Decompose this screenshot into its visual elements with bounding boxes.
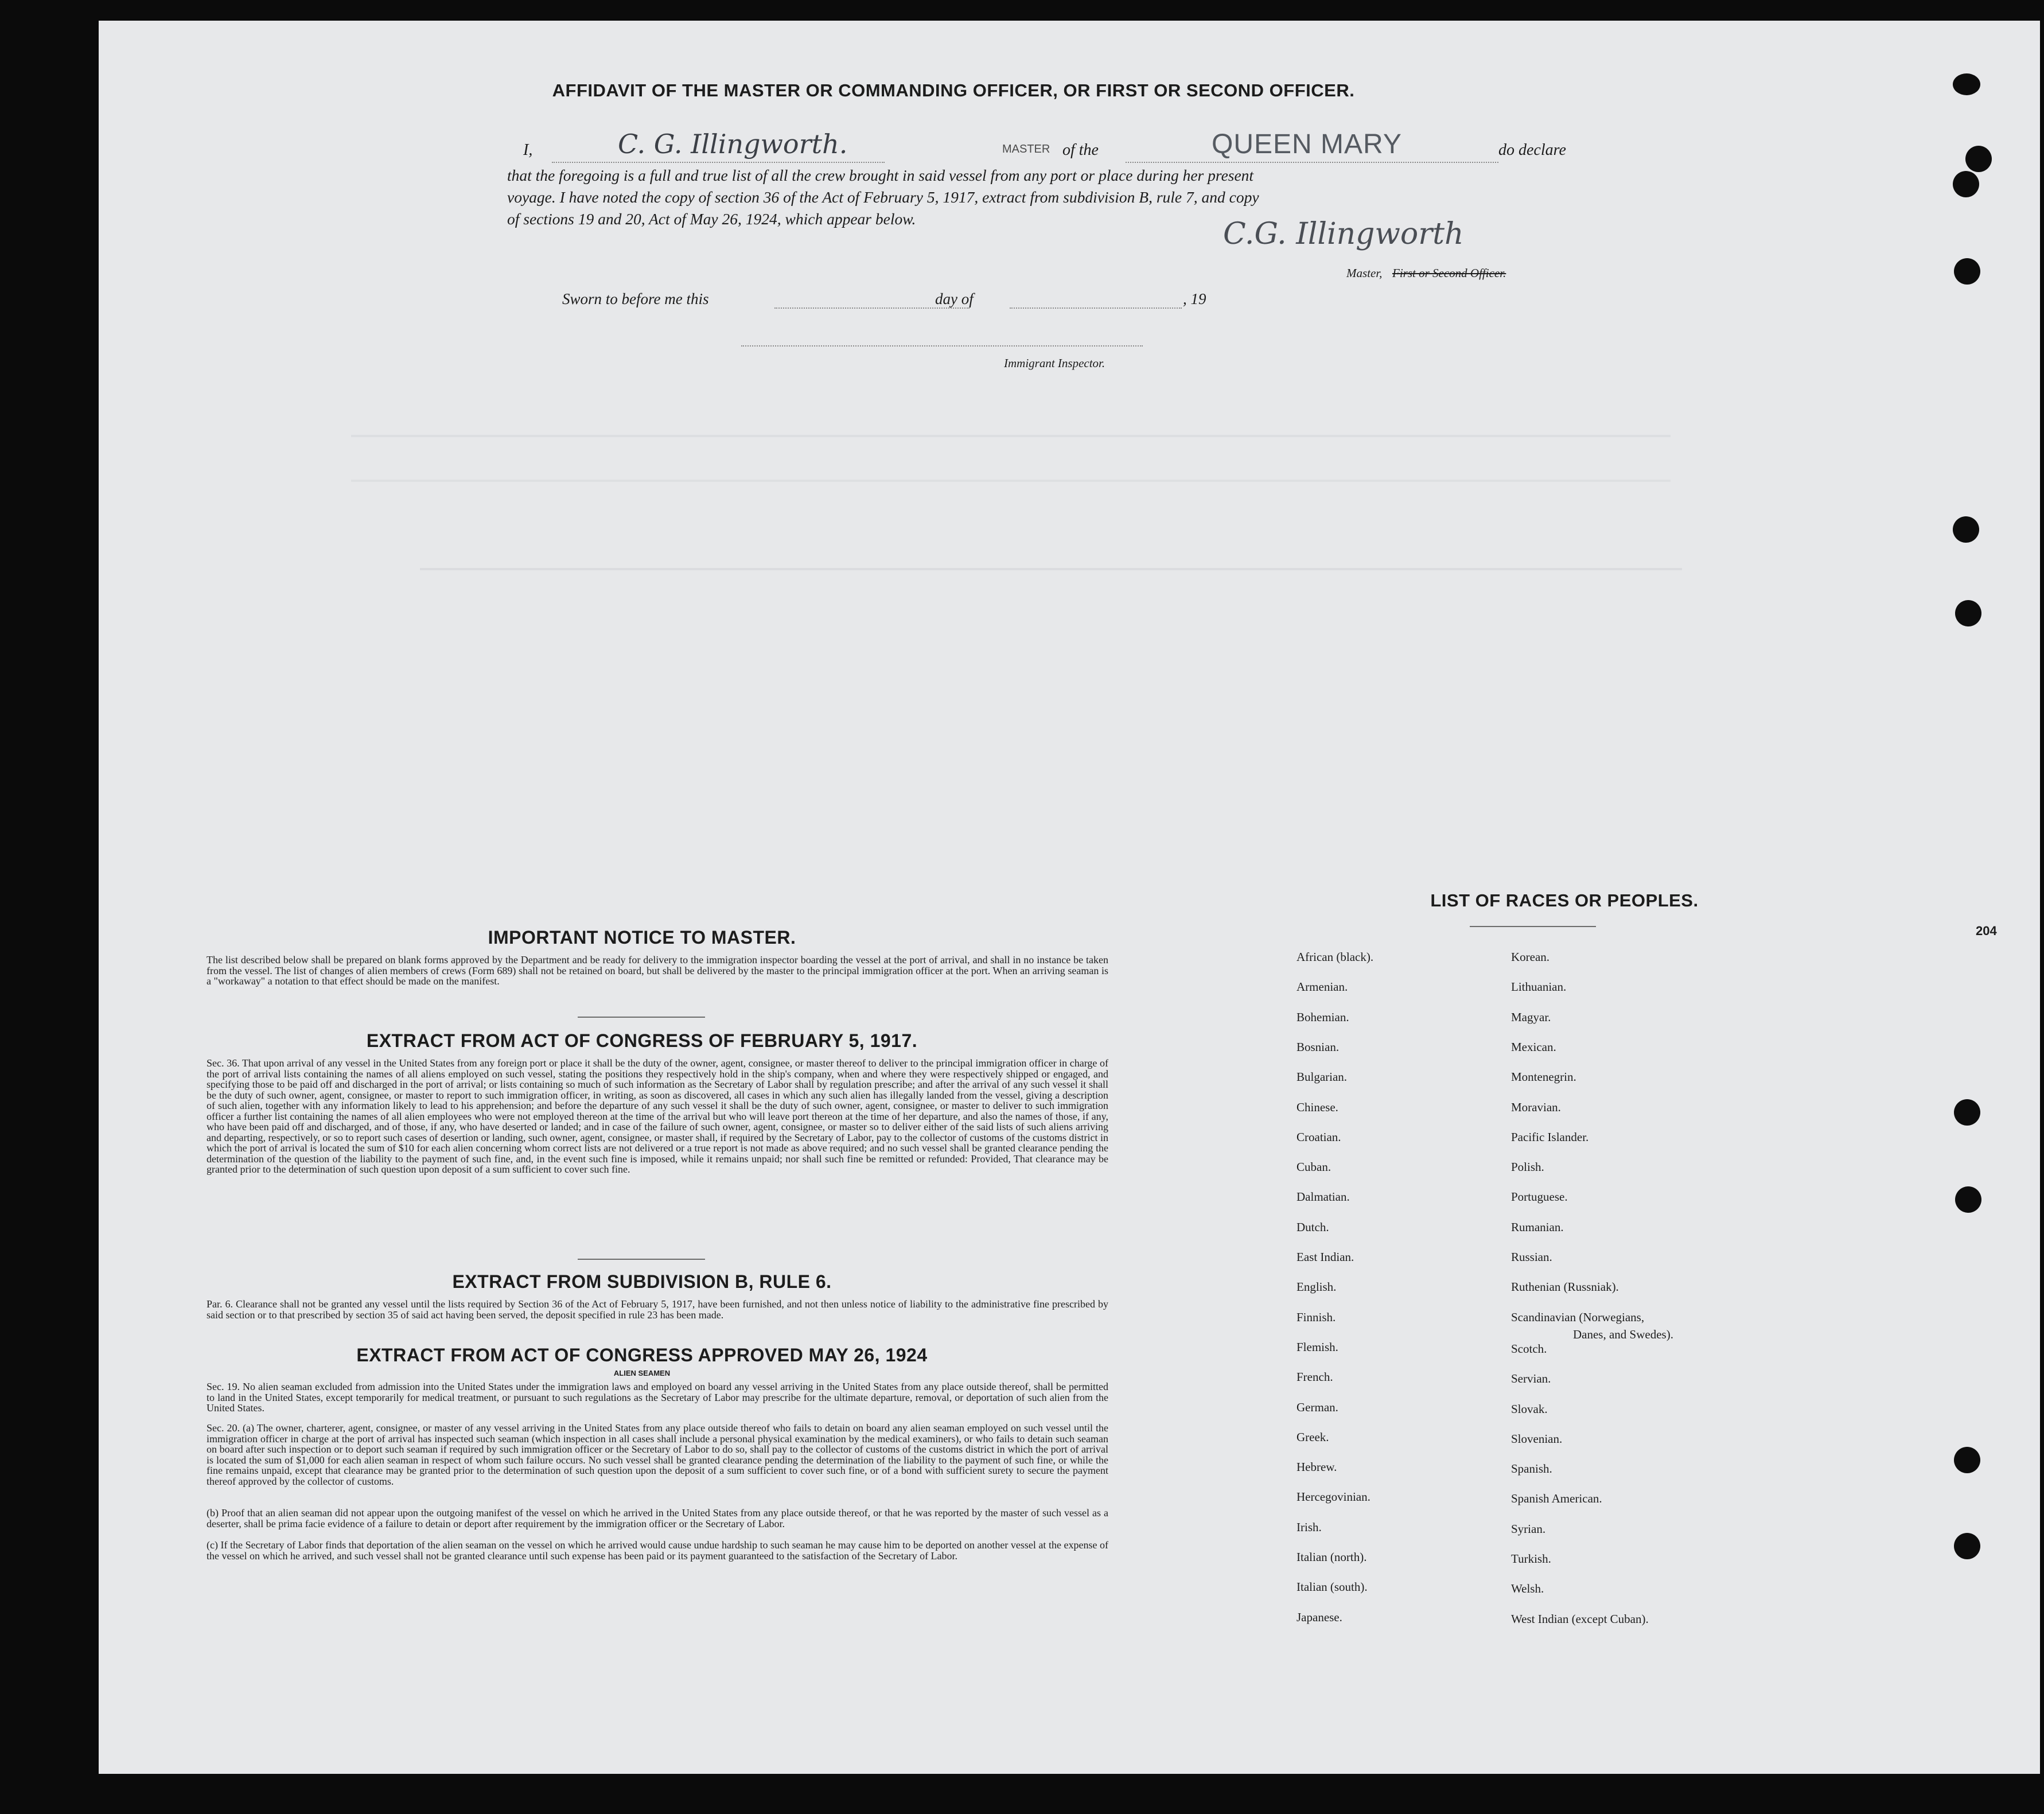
master-name-line bbox=[552, 162, 885, 163]
master-signature: C.G. Illingworth bbox=[1223, 217, 1464, 251]
extract-rule6-title: EXTRACT FROM SUBDIVISION B, RULE 6. bbox=[452, 1271, 832, 1292]
race-item: Italian (south). bbox=[1297, 1580, 1368, 1594]
race-scandinavian-continued: Danes, and Swedes). bbox=[1573, 1328, 1673, 1341]
extract-1924-sec20b: (b) Proof that an alien seaman did not appear upon the outgoing manifest of the vessel on which he arrived in the United States from any place outside thereof, or that he was reported by the master of such vessel as a deserter, shall be prima facie evidence of a failure to detain or deport after requirement by the immigration officer or the Secretary of Labor. bbox=[207, 1507, 1108, 1529]
race-item: Chinese. bbox=[1297, 1100, 1338, 1114]
race-item: Korean. bbox=[1511, 950, 1550, 964]
race-item: Servian. bbox=[1511, 1372, 1551, 1386]
extract-1917-title: EXTRACT FROM ACT OF CONGRESS OF FEBRUARY 5, 1917. bbox=[366, 1030, 918, 1051]
race-item: Scotch. bbox=[1511, 1341, 1547, 1356]
punch-hole bbox=[1965, 146, 1992, 172]
race-item: Dutch. bbox=[1297, 1220, 1329, 1234]
extract-1924-subtitle: ALIEN SEAMEN bbox=[613, 1369, 671, 1377]
affidavit-line-2: that the foregoing is a full and true list of all the crew brought in said vessel from any port or place during her present bbox=[507, 166, 1254, 184]
extract-1917-body: Sec. 36. That upon arrival of any vessel in the United States from any foreign port or place it shall be the duty of the owner, agent, consignee, or master thereof to deliver to the principal immigration officer in charge of the port of arrival lists containing the names of all aliens employed on such vessel, stating the positions they respectively hold in the ship's company, when and where they were respectively shipped or engaged, and specifying those to be paid off and discharged in the port of arrival; or lists containing so much of such information as the Secretary of Labor shall by regulation prescribe; and after the arrival of any such vessel it shall be the duty of such owner, agent, consignee, or master to report to such immigration officer, in writing, as soon as discovered, all cases in which any such alien has illegally landed from the vessel, giving a description of such alien, together with any information likely to lead to his apprehension; and before the departure of any such vessel it shall be the duty of such owner, agent, consignee, or master to deliver to such immigration officer a further list containing the names of all alien employees who were not employed thereon at the time of the arrival but who will leave port thereon at the time of her departure, and also the names of those, if any, who have been paid off and discharged, and of those, if any, who have deserted or landed; and in case of the failure of such owner, agent, consignee, or master so to deliver either of the said lists of such aliens arriving and departing, respectively, or so to report such cases of desertion or landing, such owner, agent, consignee, or master shall, if required by the Secretary of Labor, pay to the collector of customs of the customs district in which the port of arrival is located the sum of $10 for each alien concerning whom correct lists are not delivered or a true report is not made as above required; and no such vessel shall be granted clearance pending the determination of the question of the liability to the payment of such fine, and, in the event such fine is imposed, while it remains unpaid; nor shall such fine be remitted or refunded: Provided, That clearance may be granted prior to the determination of such question upon deposit of a sum sufficient to cover such fine. bbox=[207, 1057, 1108, 1175]
race-item: Bohemian. bbox=[1297, 1010, 1349, 1024]
race-item: West Indian (except Cuban). bbox=[1511, 1611, 1649, 1626]
race-item: Italian (north). bbox=[1297, 1550, 1367, 1564]
notice-body: The list described below shall be prepared on blank forms approved by the Department and be ready for delivery to the immigration inspector boarding the vessel at the port of arrival, and shall in no instance be taken from the vessel. The list of changes of alien members of crews (Form 689) shall not be retained on board, but shall be delivered by the master to the principal immigration officer at the port. When an arriving seaman is a "workaway" a notation to that effect should be made on the manifest. bbox=[207, 954, 1108, 987]
master-label: MASTER bbox=[1002, 143, 1050, 155]
race-item: Greek. bbox=[1297, 1430, 1329, 1444]
race-item: Welsh. bbox=[1511, 1582, 1544, 1596]
divider bbox=[578, 1259, 705, 1260]
race-item: Syrian. bbox=[1511, 1521, 1546, 1536]
vessel-name: QUEEN MARY bbox=[1212, 129, 1402, 159]
race-item: Portuguese. bbox=[1511, 1190, 1568, 1204]
race-item: English. bbox=[1297, 1280, 1337, 1294]
race-item: African (black). bbox=[1297, 950, 1374, 964]
race-item: Armenian. bbox=[1297, 980, 1348, 994]
punch-hole bbox=[1953, 171, 1979, 197]
punch-hole bbox=[1954, 1447, 1980, 1473]
inspector-caption: Immigrant Inspector. bbox=[1004, 356, 1105, 370]
punch-hole bbox=[1953, 73, 1980, 95]
punch-hole bbox=[1955, 1186, 1981, 1213]
extract-1924-title: EXTRACT FROM ACT OF CONGRESS APPROVED MAY 26, 1924 bbox=[356, 1345, 928, 1365]
signature-caption-struck: First or Second Officer. bbox=[1392, 266, 1506, 280]
bleed-through-row bbox=[351, 435, 1671, 437]
race-item: Mexican. bbox=[1511, 1040, 1556, 1054]
divider bbox=[1470, 926, 1596, 927]
extract-1924-sec20c: (c) If the Secretary of Labor finds that deportation of the alien seaman on the vessel on which he arrived would cause undue hardship to such seaman he may cause him to be deported on another vessel at the expense of the vessel on which he arrived, and such vessel shall not be granted clearance until such expense has been paid or its payment guaranteed to the satisfaction of the Secretary of Labor. bbox=[207, 1539, 1108, 1562]
race-item: Turkish. bbox=[1511, 1552, 1551, 1566]
race-item: German. bbox=[1297, 1400, 1338, 1414]
extract-rule6-body: Par. 6. Clearance shall not be granted any vessel until the lists required by Section 36 of the Act of February 5, 1917, have been furnished, and not then unless notice of liability to the administrative fine prescribed by said section or to that prescribed by section 35 of said act having been served, the deposit specified in rule 23 has been made. bbox=[207, 1298, 1108, 1321]
race-item: Bulgarian. bbox=[1297, 1070, 1348, 1084]
affidavit-line-3: voyage. I have noted the copy of section 36 of the Act of February 5, 1917, extract from subdivision B, rule 7, and copy bbox=[507, 188, 1259, 206]
affidavit-line-4: of sections 19 and 20, Act of May 26, 1924, which appear below. bbox=[507, 210, 916, 228]
punch-hole bbox=[1954, 1099, 1980, 1126]
bleed-through-row bbox=[351, 480, 1671, 482]
race-item: Slovenian. bbox=[1511, 1431, 1563, 1446]
race-item: Flemish. bbox=[1297, 1340, 1338, 1354]
race-item: Japanese. bbox=[1297, 1610, 1342, 1624]
race-item: Polish. bbox=[1511, 1160, 1544, 1174]
day-of-label: day of bbox=[935, 290, 974, 307]
punch-hole bbox=[1953, 516, 1979, 543]
master-name-handwritten: C. G. Illingworth. bbox=[618, 129, 848, 159]
race-item: Russian. bbox=[1511, 1250, 1552, 1264]
affidavit-pronoun: I, bbox=[523, 141, 533, 159]
races-title: LIST OF RACES OR PEOPLES. bbox=[1430, 890, 1699, 910]
race-item: Irish. bbox=[1297, 1520, 1322, 1534]
sworn-text: Sworn to before me this bbox=[562, 290, 709, 307]
race-item: Finnish. bbox=[1297, 1310, 1336, 1324]
punch-hole bbox=[1954, 1533, 1980, 1559]
sworn-month-line bbox=[1010, 307, 1182, 309]
race-item: Scandinavian (Norwegians, bbox=[1511, 1310, 1645, 1324]
punch-hole bbox=[1954, 258, 1980, 285]
divider bbox=[578, 1017, 705, 1018]
year-label: , 19 bbox=[1183, 290, 1206, 307]
race-item: East Indian. bbox=[1297, 1250, 1354, 1264]
extract-1924-sec20a: Sec. 20. (a) The owner, charterer, agent, consignee, or master of any vessel arriving in the United States from any place outside thereof who fails to detain on board any alien seaman employed on such vessel until the immigration officer in charge at the port of arrival has inspected such seaman (which inspection in all cases shall include a personal physical examination by the medical examiners), or who fails to detain such seaman on board after such inspection or to deport such seaman if required by such immigration officer or the Secretary of Labor to do so, shall pay to the collector of customs of the customs district in which the port of arrival is located the sum of $1,000 for each alien seaman in respect of whom such failure occurs. No such vessel shall be granted clearance pending the determination of the liability to the payment of such fine, or while the fine remains unpaid, except that clearance may be granted prior to the determination of such question upon the deposit of a sum sufficient to cover such fine, or of a bond with sufficient surety to secure the payment thereof approved by the collector of customs. bbox=[207, 1422, 1108, 1487]
race-item: Ruthenian (Russniak). bbox=[1511, 1280, 1619, 1294]
do-declare-label: do declare bbox=[1498, 141, 1566, 159]
race-item: Pacific Islander. bbox=[1511, 1130, 1589, 1144]
race-item: Hercegovinian. bbox=[1297, 1490, 1371, 1504]
race-item: French. bbox=[1297, 1370, 1333, 1384]
race-item: Croatian. bbox=[1297, 1130, 1341, 1144]
race-item: Moravian. bbox=[1511, 1100, 1561, 1114]
race-item: Spanish. bbox=[1511, 1462, 1552, 1476]
signature-caption-master: Master, bbox=[1346, 266, 1383, 280]
extract-1924-sec19: Sec. 19. No alien seaman excluded from admission into the United States under the immigration laws and employed on board any vessel arriving in the United States from any place outside thereof, shall be permitted to land in the United States, except temporarily for medical treatment, or pursuant to such regulations as the Secretary of Labor may prescribe for the ultimate departure, removal, or deportation of such alien from the United States. bbox=[207, 1381, 1108, 1414]
document-page bbox=[99, 21, 2040, 1774]
affidavit-title: AFFIDAVIT OF THE MASTER OR COMMANDING OFFICER, OR FIRST OR SECOND OFFICER. bbox=[552, 80, 1355, 100]
race-item: Cuban. bbox=[1297, 1160, 1331, 1174]
race-item: Slovak. bbox=[1511, 1402, 1548, 1416]
page-number-mark: 204 bbox=[1976, 924, 1997, 938]
vessel-name-line bbox=[1126, 162, 1498, 163]
notice-title: IMPORTANT NOTICE TO MASTER. bbox=[488, 927, 796, 948]
race-item: Spanish American. bbox=[1511, 1492, 1602, 1506]
bleed-through-row bbox=[420, 568, 1682, 570]
race-item: Dalmatian. bbox=[1297, 1190, 1350, 1204]
race-item: Lithuanian. bbox=[1511, 980, 1567, 994]
race-item: Bosnian. bbox=[1297, 1040, 1340, 1054]
inspector-signature-line bbox=[741, 345, 1143, 347]
race-item: Rumanian. bbox=[1511, 1220, 1564, 1234]
race-item: Hebrew. bbox=[1297, 1460, 1337, 1474]
race-item: Montenegrin. bbox=[1511, 1070, 1576, 1084]
of-the-label: of the bbox=[1062, 141, 1099, 159]
race-item: Magyar. bbox=[1511, 1010, 1551, 1024]
punch-hole bbox=[1955, 600, 1981, 626]
